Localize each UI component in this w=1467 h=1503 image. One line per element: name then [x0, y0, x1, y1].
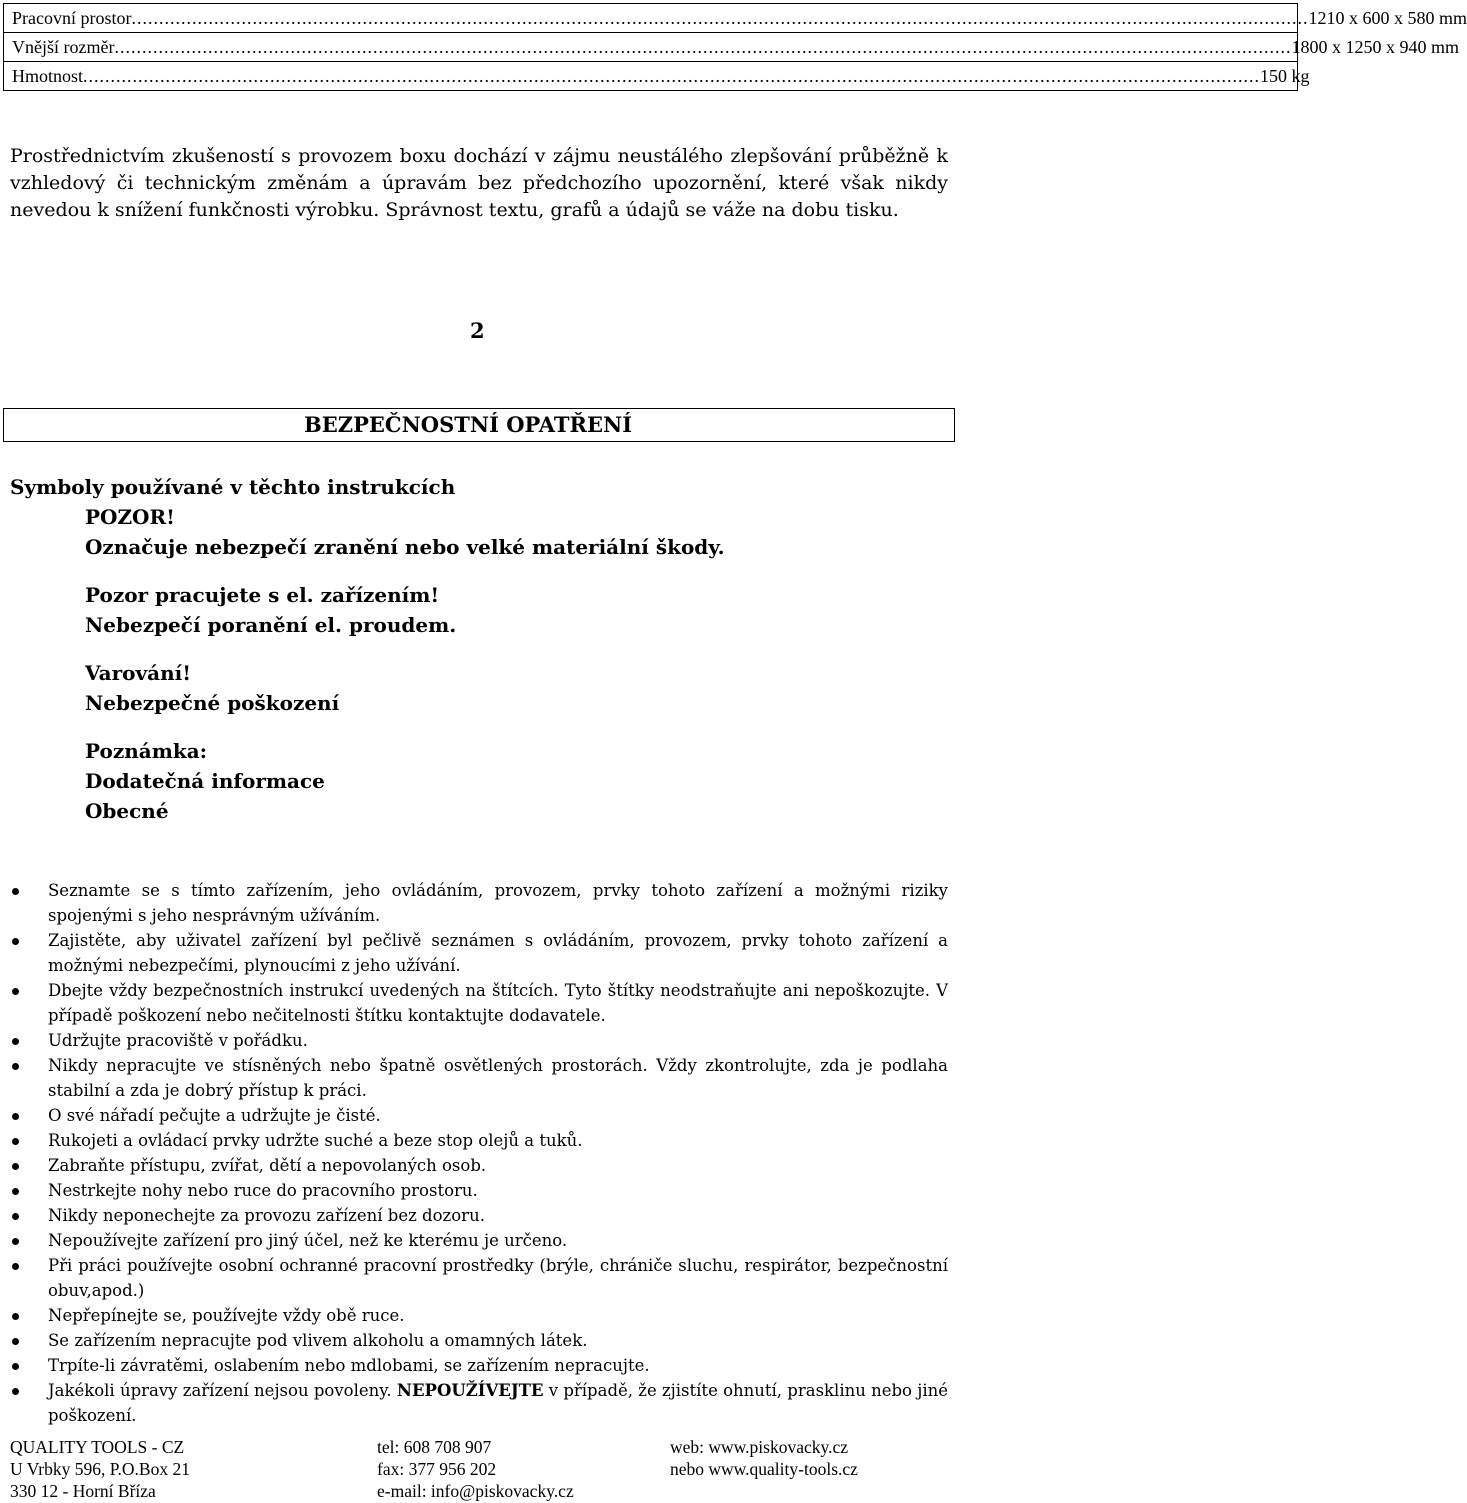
list-item: Rukojeti a ovládací prvky udržte suché a beze stop olejů a tuků.: [10, 1128, 948, 1153]
footer-company: QUALITY TOOLS - CZ: [10, 1437, 185, 1457]
spec-label: Hmotnost: [12, 65, 84, 86]
pozor-label: POZOR!: [85, 505, 175, 529]
safety-list: [10, 878, 948, 1428]
list-item: Udržujte pracoviště v pořádku.: [10, 1028, 948, 1053]
list-item: Nikdy neponechejte za provozu zařízení bez dozoru.: [10, 1203, 948, 1228]
footer-fax: fax: 377 956 202: [377, 1459, 497, 1479]
spec-row: [4, 62, 1298, 91]
list-item-text: v případě, že zjistíte ohnutí, prasklinu nebo jiné poškození.: [48, 1381, 949, 1425]
list-item-text: Jakékoli úpravy zařízení nejsou povoleny.: [48, 1381, 397, 1400]
spec-value: 1210 x 600 x 580 mm: [1308, 7, 1467, 28]
pozor-description: Označuje nebezpečí zranění nebo velké materiální škody.: [85, 535, 725, 559]
list-item: Při práci používejte osobní ochranné pracovní prostředky (brýle, chrániče sluchu, respirátor, bezpečnostní obuv,apod.): [10, 1253, 948, 1303]
footer-company-col: [10, 1436, 190, 1502]
section-title: BEZPEČNOSTNÍ OPATŘENÍ: [304, 412, 633, 437]
list-item: O své nářadí pečujte a udržujte je čisté.: [10, 1103, 948, 1128]
intro-paragraph: Prostřednictvím zkušeností s provozem boxu dochází v zájmu neustálého zlepšování průběžně k vzhledový či technickým změnám a úpravám bez předchozího upozornění, které však nikdy nevedou k snížení funkčnosti výrobku. Správnost textu, grafů a údajů se váže na dobu tisku.: [10, 145, 948, 221]
spec-label: Vnější rozměr: [12, 36, 115, 57]
electric-warning-description: Nebezpečí poranění el. proudem.: [85, 613, 457, 637]
varovani-description: Nebezpečné poškození: [85, 691, 340, 715]
list-item: Nepoužívejte zařízení pro jiný účel, než ke kterému je určeno.: [10, 1228, 948, 1253]
footer-web[interactable]: web: www.piskovacky.cz: [670, 1437, 849, 1457]
list-item: Dbejte vždy bezpečnostních instrukcí uvedených na štítcích. Tyto štítky neodstraňujte ani nepoškozujte. V případě poškození nebo nečitelnosti štítku kontaktujte dodavatele.: [10, 978, 948, 1028]
footer-web-alt[interactable]: nebo www.quality-tools.cz: [670, 1459, 858, 1479]
symbols-heading: Symboly používané v těchto instrukcích: [10, 475, 456, 499]
symbols-section: [10, 472, 725, 826]
spec-label: Pracovní prostor: [12, 7, 132, 28]
spec-table: [3, 3, 1467, 91]
list-item: Nestrkejte nohy nebo ruce do pracovního prostoru.: [10, 1178, 948, 1203]
footer-web-col: [670, 1436, 858, 1480]
list-item-emphasis: NEPOUŽÍVEJTE: [396, 1381, 544, 1400]
poznamka-description: Dodatečná informace: [85, 769, 325, 793]
footer-address-line2: 330 12 - Horní Bříza: [10, 1481, 156, 1501]
poznamka-label: Poznámka:: [85, 739, 208, 763]
list-item: Seznamte se s tímto zařízením, jeho ovládáním, provozem, prvky tohoto zařízení a možnými riziky spojenými s jeho nesprávným užíváním.: [10, 878, 948, 928]
page-number: 2: [470, 318, 485, 343]
spec-value: 1800 x 1250 x 940 mm: [1291, 36, 1459, 57]
spec-dots: ......................................................................................................................................................................................................................: [131, 7, 1309, 28]
obecne-label: Obecné: [85, 799, 169, 823]
list-item: Se zařízením nepracujte pod vlivem alkoholu a omamných látek.: [10, 1328, 948, 1353]
footer-address-line1: U Vrbky 596, P.O.Box 21: [10, 1459, 190, 1479]
list-item: Zabraňte přístupu, zvířat, dětí a nepovolaných osob.: [10, 1153, 948, 1178]
list-item: Nepřepínejte se, používejte vždy obě ruce.: [10, 1303, 948, 1328]
spec-value: 150 kg: [1260, 65, 1310, 86]
spec-row: [4, 33, 1298, 62]
list-item: [10, 1378, 948, 1428]
spec-dots: ......................................................................................................................................................................................................................: [83, 65, 1261, 86]
list-item: Trpíte-li závratěmi, oslabením nebo mdlobami, se zařízením nepracujte.: [10, 1353, 948, 1378]
footer-email[interactable]: e-mail: info@piskovacky.cz: [377, 1481, 574, 1501]
varovani-label: Varování!: [85, 661, 192, 685]
footer-contact-col: [377, 1436, 574, 1502]
section-header: [3, 408, 955, 442]
spec-dots: ......................................................................................................................................................................................................................: [114, 36, 1292, 57]
list-item: Zajistěte, aby uživatel zařízení byl pečlivě seznámen s ovládáním, provozem, prvky tohoto zařízení a možnými nebezpečími, plynoucími z jeho užívání.: [10, 928, 948, 978]
footer-tel: tel: 608 708 907: [377, 1437, 492, 1457]
electric-warning-label: Pozor pracujete s el. zařízením!: [85, 583, 440, 607]
spec-row: [4, 4, 1298, 33]
list-item: Nikdy nepracujte ve stísněných nebo špatně osvětlených prostorách. Vždy zkontrolujte, zda je podlaha stabilní a zda je dobrý přístup k práci.: [10, 1053, 948, 1103]
